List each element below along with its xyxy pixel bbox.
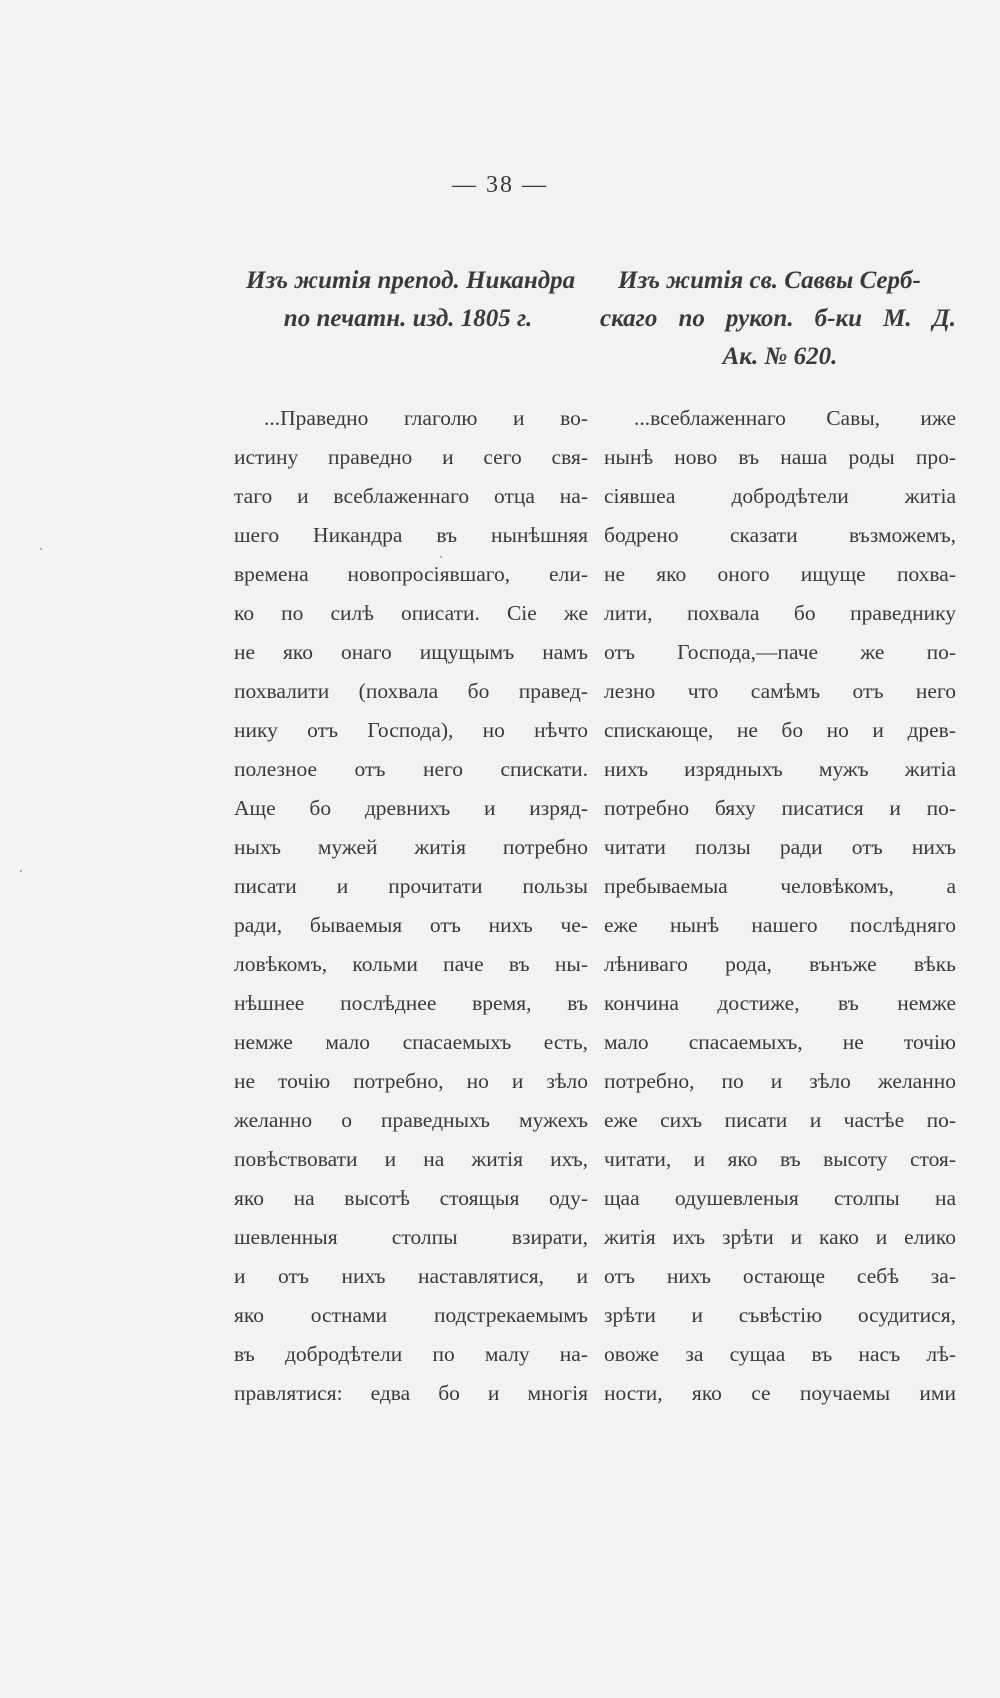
right-text-line: щаа одушевленыя столпы на bbox=[604, 1186, 956, 1210]
left-text-line: нѣшнее послѣднее время, въ bbox=[234, 991, 588, 1015]
left-column-text bbox=[234, 399, 588, 1413]
right-text-line: пребываемыа человѣкомъ, а bbox=[604, 874, 956, 898]
left-text-line: ко по силѣ описати. Сіе же bbox=[234, 601, 588, 625]
left-text-line: ради, бываемыя отъ нихъ че- bbox=[234, 913, 588, 937]
right-text-line: еже сихъ писати и частѣе по- bbox=[604, 1108, 956, 1132]
right-text-line: овоже за сущаа въ насъ лѣ- bbox=[604, 1342, 956, 1366]
right-text-line: лѣниваго рода, вънъже вѣкь bbox=[604, 952, 956, 976]
left-text-line: повѣствовати и на житія ихъ, bbox=[234, 1147, 588, 1171]
right-text-line: читати, и яко въ высоту стоя- bbox=[604, 1147, 956, 1171]
left-text-line: ...Праведно глаголю и во- bbox=[264, 406, 588, 430]
right-heading-line: Ак. № 620. bbox=[722, 343, 838, 370]
right-text-line: спискающе, не бо но и древ- bbox=[604, 718, 956, 742]
left-text-line: времена новопросіявшаго, ели- bbox=[234, 562, 588, 586]
right-text-line: еже нынѣ нашего послѣдняго bbox=[604, 913, 956, 937]
left-text-line: таго и всеблаженнаго отца на- bbox=[234, 484, 588, 508]
left-text-line: писати и прочитати пользы bbox=[234, 874, 588, 898]
right-text-line: лити, похвала бо праведнику bbox=[604, 601, 956, 625]
right-text-line: лезно что самѣмъ отъ него bbox=[604, 679, 956, 703]
right-text-line: мало спасаемыхъ, не точію bbox=[604, 1030, 956, 1054]
paper-speck bbox=[40, 548, 42, 550]
right-heading-line: Изъ житія св. Саввы Серб- bbox=[618, 267, 921, 294]
left-heading-line: Изъ житія препод. Никандра bbox=[246, 267, 576, 294]
right-text-line: нихъ изрядныхъ мужъ житіа bbox=[604, 757, 956, 781]
left-text-line: яко на высотѣ стоящыя оду- bbox=[234, 1186, 588, 1210]
right-text-line: ности, яко се поучаемы ими bbox=[604, 1381, 956, 1405]
left-text-line: шего Никандра въ нынѣшняя bbox=[234, 523, 588, 547]
left-text-line: ловѣкомъ, кольми паче въ ны- bbox=[234, 952, 588, 976]
left-heading-line: по печатн. изд. 1805 г. bbox=[283, 305, 533, 332]
right-column-text bbox=[604, 399, 956, 1413]
right-text-line: житія ихъ зрѣти и како и елико bbox=[604, 1225, 956, 1249]
right-text-line: сіявшеа добродѣтели житіа bbox=[604, 484, 956, 508]
right-text-line: потребно бяху писатися и по- bbox=[604, 796, 956, 820]
right-text-line: ...всеблаженнаго Савы, иже bbox=[634, 406, 956, 430]
left-text-line: въ добродѣтели по малу на- bbox=[234, 1342, 588, 1366]
left-text-line: не точію потребно, но и зѣло bbox=[234, 1069, 588, 1093]
left-column-heading bbox=[228, 262, 588, 338]
left-text-line: шевленныя столпы взирати, bbox=[234, 1225, 588, 1249]
left-text-line: желанно о праведныхъ мужехъ bbox=[234, 1108, 588, 1132]
left-text-line: нику отъ Господа), но нѣчто bbox=[234, 718, 588, 742]
left-text-line: яко остнами подстрекаемымъ bbox=[234, 1303, 588, 1327]
right-text-line: нынѣ ново въ наша роды про- bbox=[604, 445, 956, 469]
left-text-line: немже мало спасаемыхъ есть, bbox=[234, 1030, 588, 1054]
right-text-line: отъ Господа,—паче же по- bbox=[604, 640, 956, 664]
left-text-line: правлятися: едва бо и многія bbox=[234, 1381, 588, 1405]
paper-speck bbox=[440, 556, 442, 558]
right-text-line: кончина достиже, въ немже bbox=[604, 991, 956, 1015]
paper-speck bbox=[20, 870, 22, 872]
right-text-line: не яко оного ищуще похва- bbox=[604, 562, 956, 586]
left-text-line: истину праведно и сего свя- bbox=[234, 445, 588, 469]
left-text-line: похвалити (похвала бо правед- bbox=[234, 679, 588, 703]
page-number: — 38 — bbox=[452, 172, 548, 198]
right-column bbox=[600, 262, 956, 1405]
right-text-line: потребно, по и зѣло желанно bbox=[604, 1069, 956, 1093]
left-column bbox=[228, 262, 588, 1405]
left-text-line: полезное отъ него спискати. bbox=[234, 757, 588, 781]
right-text-line: читати ползы ради отъ нихъ bbox=[604, 835, 956, 859]
left-text-line: и отъ нихъ наставлятися, и bbox=[234, 1264, 588, 1288]
right-text-line: зрѣти и съвѣстію осудитися, bbox=[604, 1303, 956, 1327]
left-text-line: ныхъ мужей житія потребно bbox=[234, 835, 588, 859]
left-text-line: Аще бо древнихъ и изряд- bbox=[234, 796, 588, 820]
right-column-heading bbox=[600, 262, 956, 376]
right-heading-line: скаго по рукоп. б-ки М. Д. bbox=[600, 305, 956, 332]
left-text-line: не яко онаго ищущымъ намъ bbox=[234, 640, 588, 664]
right-text-line: бодрено сказати възможемъ, bbox=[604, 523, 956, 547]
right-text-line: отъ нихъ остающе себѣ за- bbox=[604, 1264, 956, 1288]
